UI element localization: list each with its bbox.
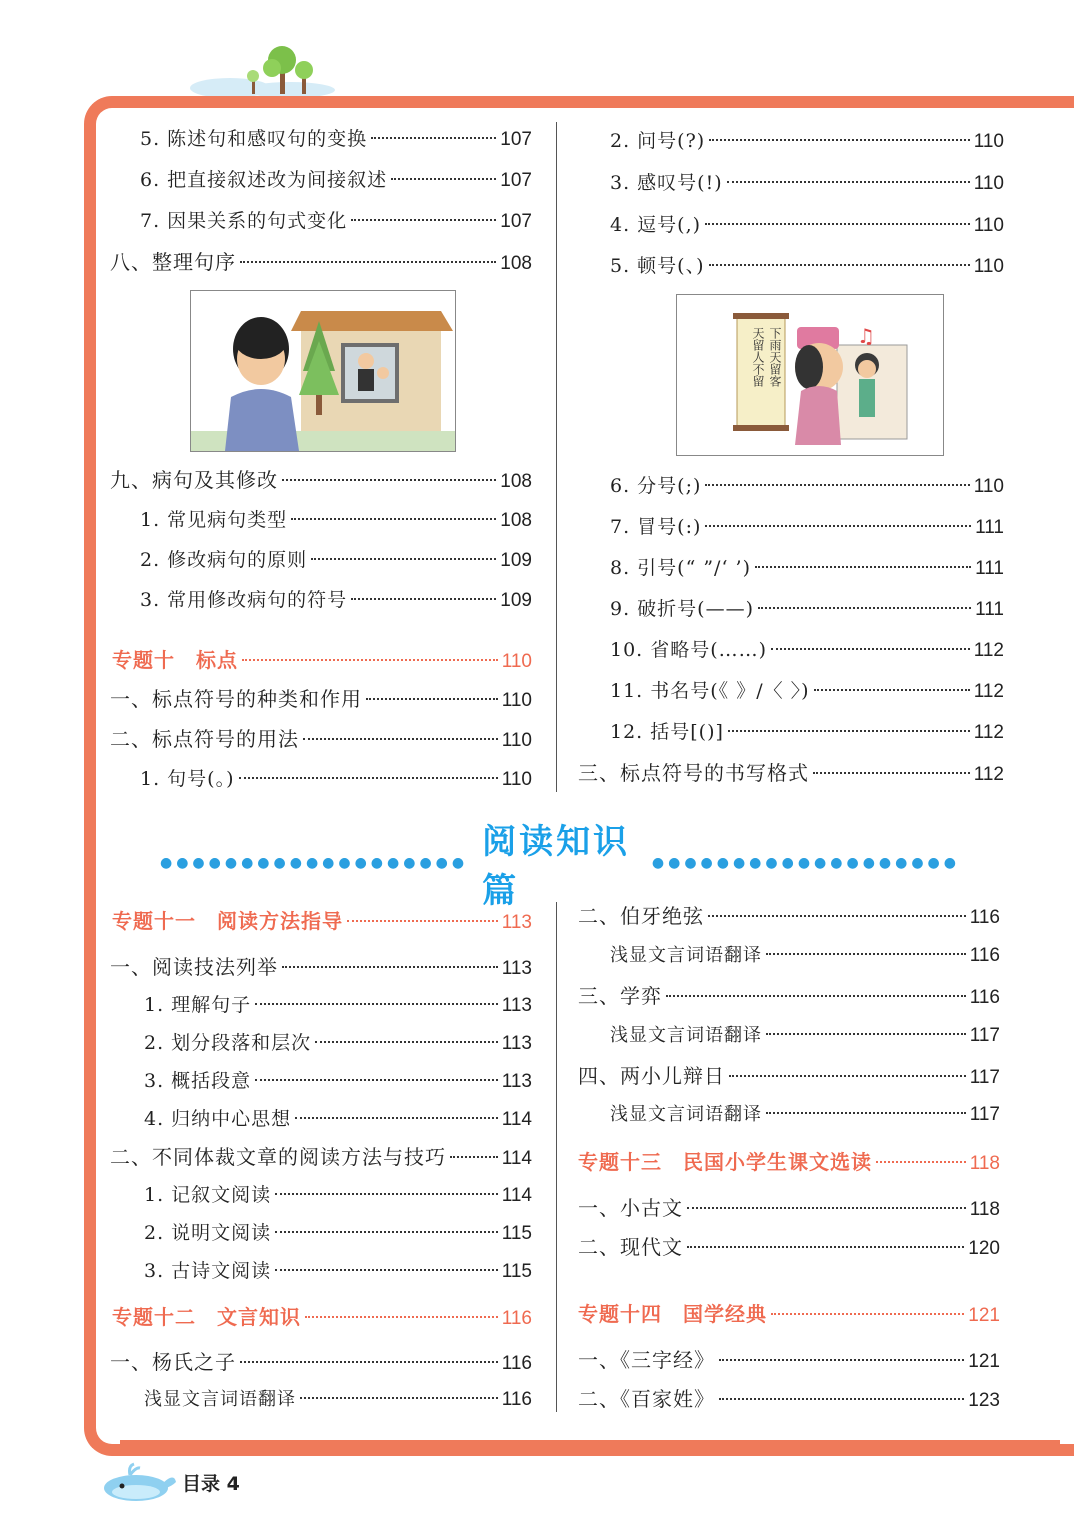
toc-entry[interactable]: 3. 概括段意 113 bbox=[144, 1070, 532, 1092]
toc-entry[interactable]: 5. 顿号(、) 110 bbox=[610, 255, 1004, 277]
toc-entry[interactable]: 3. 古诗文阅读 115 bbox=[144, 1260, 532, 1282]
topic-heading[interactable]: 专题十二 文言知识 116 bbox=[112, 1305, 532, 1329]
toc-entry[interactable]: 7. 因果关系的句式变化 107 bbox=[140, 210, 532, 232]
svg-text:♫: ♫ bbox=[857, 324, 875, 348]
toc-entry[interactable]: 2. 修改病句的原则 109 bbox=[140, 549, 532, 571]
toc-entry[interactable]: 二、不同体裁文章的阅读方法与技巧 114 bbox=[110, 1145, 532, 1169]
toc-entry[interactable]: 5. 陈述句和感叹句的变换 107 bbox=[140, 128, 532, 150]
whale-icon bbox=[100, 1462, 178, 1502]
tree-decoration bbox=[190, 44, 340, 96]
toc-entry[interactable]: 二、伯牙绝弦 116 bbox=[578, 904, 1000, 928]
toc-entry[interactable]: 一、《三字经》 121 bbox=[578, 1348, 1000, 1372]
toc-entry[interactable]: 1. 句号(。) 110 bbox=[140, 768, 532, 790]
toc-entry[interactable]: 一、阅读技法列举 113 bbox=[110, 955, 532, 979]
topic-heading[interactable]: 专题十三 民国小学生课文选读 118 bbox=[578, 1150, 1000, 1174]
toc-entry[interactable]: 10. 省略号(……) 112 bbox=[610, 639, 1004, 661]
toc-entry[interactable]: 1. 常见病句类型 108 bbox=[140, 509, 532, 531]
toc-entry[interactable]: 九、病句及其修改 108 bbox=[110, 468, 532, 492]
toc-entry[interactable]: 4. 归纳中心思想 114 bbox=[144, 1108, 532, 1130]
toc-entry[interactable]: 6. 分号(;) 110 bbox=[610, 475, 1004, 497]
topic-heading[interactable]: 专题十四 国学经典 121 bbox=[578, 1302, 1000, 1326]
page-footer: 目录 4 bbox=[100, 1462, 240, 1502]
scroll-text: 下雨天留客 天留人不留 bbox=[751, 327, 782, 387]
toc-entry[interactable]: 2. 问号(?) 110 bbox=[610, 130, 1004, 152]
column-divider bbox=[556, 902, 557, 1412]
toc-entry[interactable]: 四、两小儿辩日 117 bbox=[578, 1064, 1000, 1088]
toc-entry[interactable]: 2. 划分段落和层次 113 bbox=[144, 1032, 532, 1054]
toc-entry[interactable]: 浅显文言词语翻译 116 bbox=[610, 945, 1000, 966]
toc-entry[interactable]: 浅显文言词语翻译 116 bbox=[144, 1389, 532, 1410]
toc-entry[interactable]: 二、现代文 120 bbox=[578, 1235, 1000, 1259]
toc-entry[interactable]: 一、杨氏之子 116 bbox=[110, 1350, 532, 1374]
toc-entry[interactable]: 浅显文言词语翻译 117 bbox=[610, 1104, 1000, 1125]
toc-entry[interactable]: 8. 引号(“ ”/‘ ’) 111 bbox=[610, 557, 1004, 579]
toc-entry[interactable]: 11. 书名号(《 》/〈 〉) 112 bbox=[610, 680, 1004, 702]
toc-entry[interactable]: 一、标点符号的种类和作用 110 bbox=[110, 687, 532, 711]
toc-entry[interactable]: 二、《百家姓》 123 bbox=[578, 1387, 1000, 1411]
toc-entry[interactable]: 12. 括号[()] 112 bbox=[610, 721, 1004, 743]
toc-entry[interactable]: 八、整理句序 108 bbox=[110, 250, 532, 274]
toc-entry[interactable]: 一、小古文 118 bbox=[578, 1196, 1000, 1220]
toc-entry[interactable]: 6. 把直接叙述改为间接叙述 107 bbox=[140, 169, 532, 191]
toc-entry[interactable]: 三、学弈 116 bbox=[578, 984, 1000, 1008]
section-title: ●●●●●●●●●●●●●●●●●●● 阅读知识篇 ●●●●●●●●●●●●●●●●●●● bbox=[160, 822, 960, 911]
toc-entry[interactable]: 3. 常用修改病句的符号 109 bbox=[140, 589, 532, 611]
topic-heading[interactable]: 专题十 标点 110 bbox=[112, 648, 532, 672]
illustration-boy-house bbox=[190, 290, 456, 452]
toc-entry[interactable]: 1. 理解句子 113 bbox=[144, 994, 532, 1016]
toc-entry[interactable]: 4. 逗号(,) 110 bbox=[610, 214, 1004, 236]
toc-entry[interactable]: 三、标点符号的书写格式 112 bbox=[578, 761, 1004, 785]
toc-entry[interactable]: 3. 感叹号(!) 110 bbox=[610, 172, 1004, 194]
frame-bottom-bar bbox=[120, 1440, 1060, 1454]
toc-entry[interactable]: 1. 记叙文阅读 114 bbox=[144, 1184, 532, 1206]
toc-entry[interactable]: 二、标点符号的用法 110 bbox=[110, 727, 532, 751]
toc-entry[interactable]: 浅显文言词语翻译 117 bbox=[610, 1025, 1000, 1046]
toc-entry[interactable]: 9. 破折号(——) 111 bbox=[610, 598, 1004, 620]
toc-entry[interactable]: 2. 说明文阅读 115 bbox=[144, 1222, 532, 1244]
topic-heading[interactable]: 专题十一 阅读方法指导 113 bbox=[112, 909, 532, 933]
column-divider bbox=[556, 122, 557, 792]
toc-entry[interactable]: 7. 冒号(:) 111 bbox=[610, 516, 1004, 538]
illustration-scroll-girls bbox=[676, 294, 944, 456]
